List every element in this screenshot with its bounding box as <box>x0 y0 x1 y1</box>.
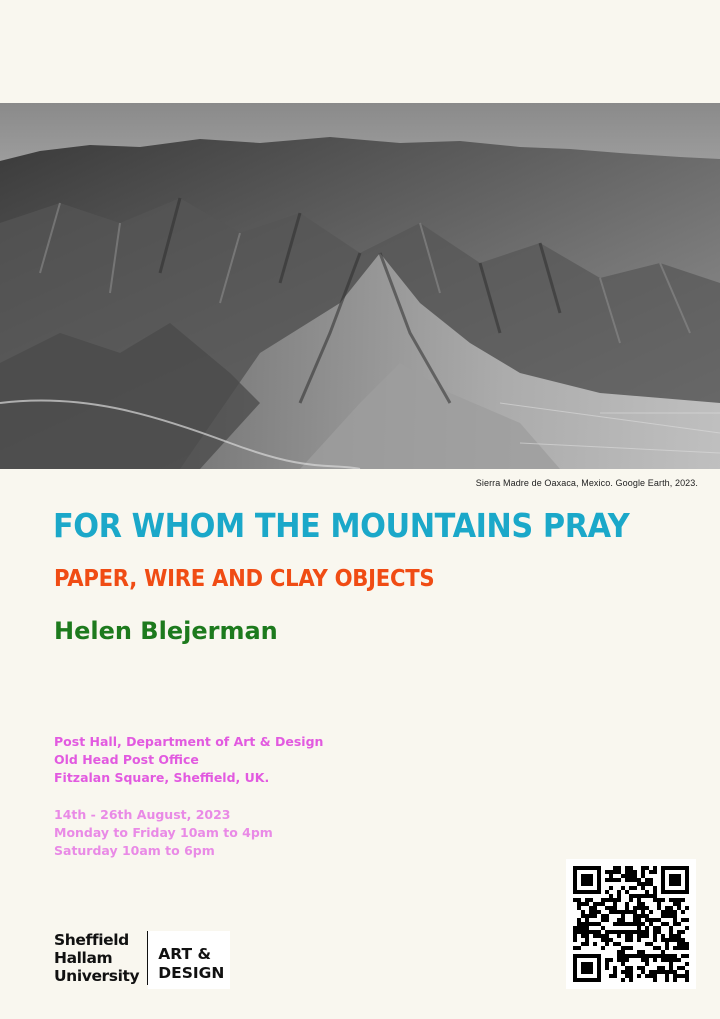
dates-line: Saturday 10am to 6pm <box>54 843 215 858</box>
department-wordmark <box>148 931 230 989</box>
venue-address <box>54 733 323 787</box>
mountain-photo <box>0 103 720 469</box>
opening-dates <box>54 806 273 860</box>
exhibition-title: FOR WHOM THE MOUNTAINS PRAY <box>53 506 630 545</box>
dates-line: Monday to Friday 10am to 4pm <box>54 825 273 840</box>
venue-line: Fitzalan Square, Sheffield, UK. <box>54 770 270 785</box>
department-line: ART & <box>158 945 211 963</box>
department-line: DESIGN <box>158 964 225 982</box>
artist-name: Helen Blejerman <box>54 617 278 645</box>
exhibition-subtitle: PAPER, WIRE AND CLAY OBJECTS <box>54 566 435 592</box>
venue-line: Post Hall, Department of Art & Design <box>54 734 324 749</box>
university-line: Hallam <box>54 949 113 967</box>
photo-caption: Sierra Madre de Oaxaca, Mexico. Google Earth, 2023. <box>475 478 698 488</box>
venue-line: Old Head Post Office <box>54 752 199 767</box>
qr-code-icon[interactable] <box>566 859 696 989</box>
university-line: University <box>54 967 140 985</box>
university-wordmark <box>54 931 147 989</box>
university-line: Sheffield <box>54 931 129 949</box>
dates-line: 14th - 26th August, 2023 <box>54 807 231 822</box>
sheffield-hallam-logo <box>54 931 230 989</box>
